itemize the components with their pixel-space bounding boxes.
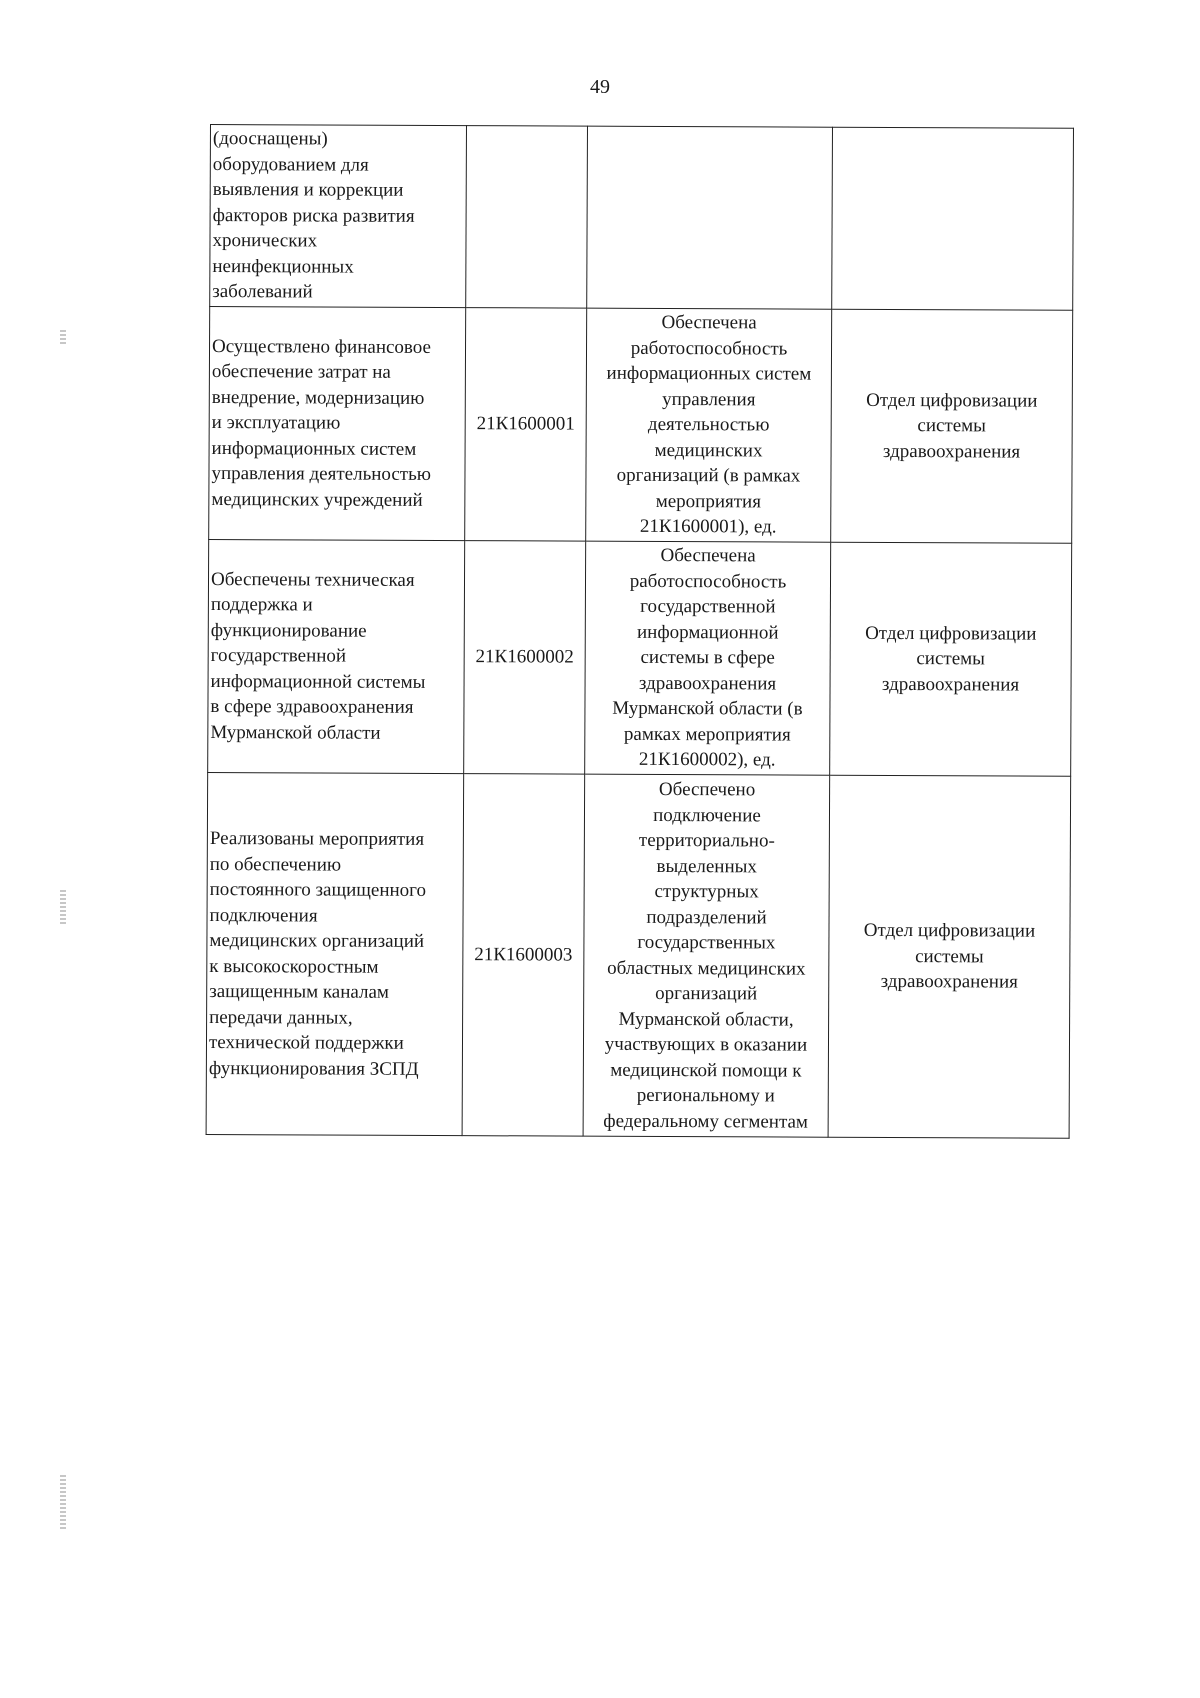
description-text: Обеспечены техническая поддержка и функционирование государственной информационной системы в сфере здравоохранения Мурманской области (210, 568, 426, 744)
result-text (590, 217, 830, 218)
table-row (210, 125, 1074, 311)
result-cell (583, 774, 830, 1137)
description-text: Реализованы мероприятия по обеспечению постоянного защищенного подключения медицинских организаций к высокоскоростным защищенным каналам передачи данных, технической поддержки функционирования ЗСПД (208, 828, 427, 1080)
description-cell (209, 307, 466, 541)
code-cell (464, 541, 586, 775)
description-cell (206, 772, 464, 1135)
code-text (469, 217, 585, 218)
department-text: Отдел цифровизации системы здравоохранения (865, 622, 1037, 696)
code-text: 21К1600003 (474, 943, 573, 966)
code-cell (466, 126, 588, 309)
department-cell (831, 309, 1073, 543)
scan-artifact (60, 1475, 66, 1529)
code-cell (462, 774, 585, 1137)
scan-artifact (60, 330, 66, 344)
department-text: Отдел цифровизации системы здравоохранения (863, 920, 1036, 993)
code-cell (465, 308, 587, 542)
result-text: Обеспечена работоспособность государственной информационной системы в сфере здравоохранения Мурманской области (в рамках мероприятия 21К1600002), ед. (612, 545, 803, 771)
result-text: Обеспечено подключение территориально- выделенных структурных подразделений государственных областных медицинских организаций Мурманской области, участвующих в оказании медицинской помощи к региональному и федеральному сегментам (603, 778, 809, 1133)
table-row (209, 307, 1073, 544)
department-text: Отдел цифровизации системы здравоохранения (866, 389, 1038, 463)
department-text (835, 218, 1071, 219)
page-number: 49 (590, 76, 610, 98)
description-cell (208, 539, 465, 773)
result-cell (585, 541, 831, 775)
description-cell (210, 125, 467, 308)
department-cell (830, 542, 1072, 776)
result-text: Обеспечена работоспособность информационных систем управления деятельностью медицинских организаций (в рамках мероприятия 21К1600001), ед. (606, 312, 812, 538)
table-row (206, 772, 1071, 1138)
description-text: (дооснащены) оборудованием для выявления и коррекции факторов риска развития хронических неинфекционных заболеваний (212, 128, 415, 303)
code-text: 21К1600002 (475, 646, 574, 668)
result-cell (587, 126, 833, 309)
department-cell (828, 775, 1071, 1138)
code-text: 21К1600001 (476, 413, 575, 435)
activities-table (206, 124, 1074, 1139)
table-row (208, 539, 1072, 776)
department-cell (832, 127, 1074, 310)
result-cell (586, 308, 832, 542)
description-text: Осуществлено финансовое обеспечение затрат на внедрение, модернизацию и эксплуатацию информационных систем управления деятельностью медицинских учреждений (211, 335, 432, 511)
scan-artifact (60, 890, 66, 926)
